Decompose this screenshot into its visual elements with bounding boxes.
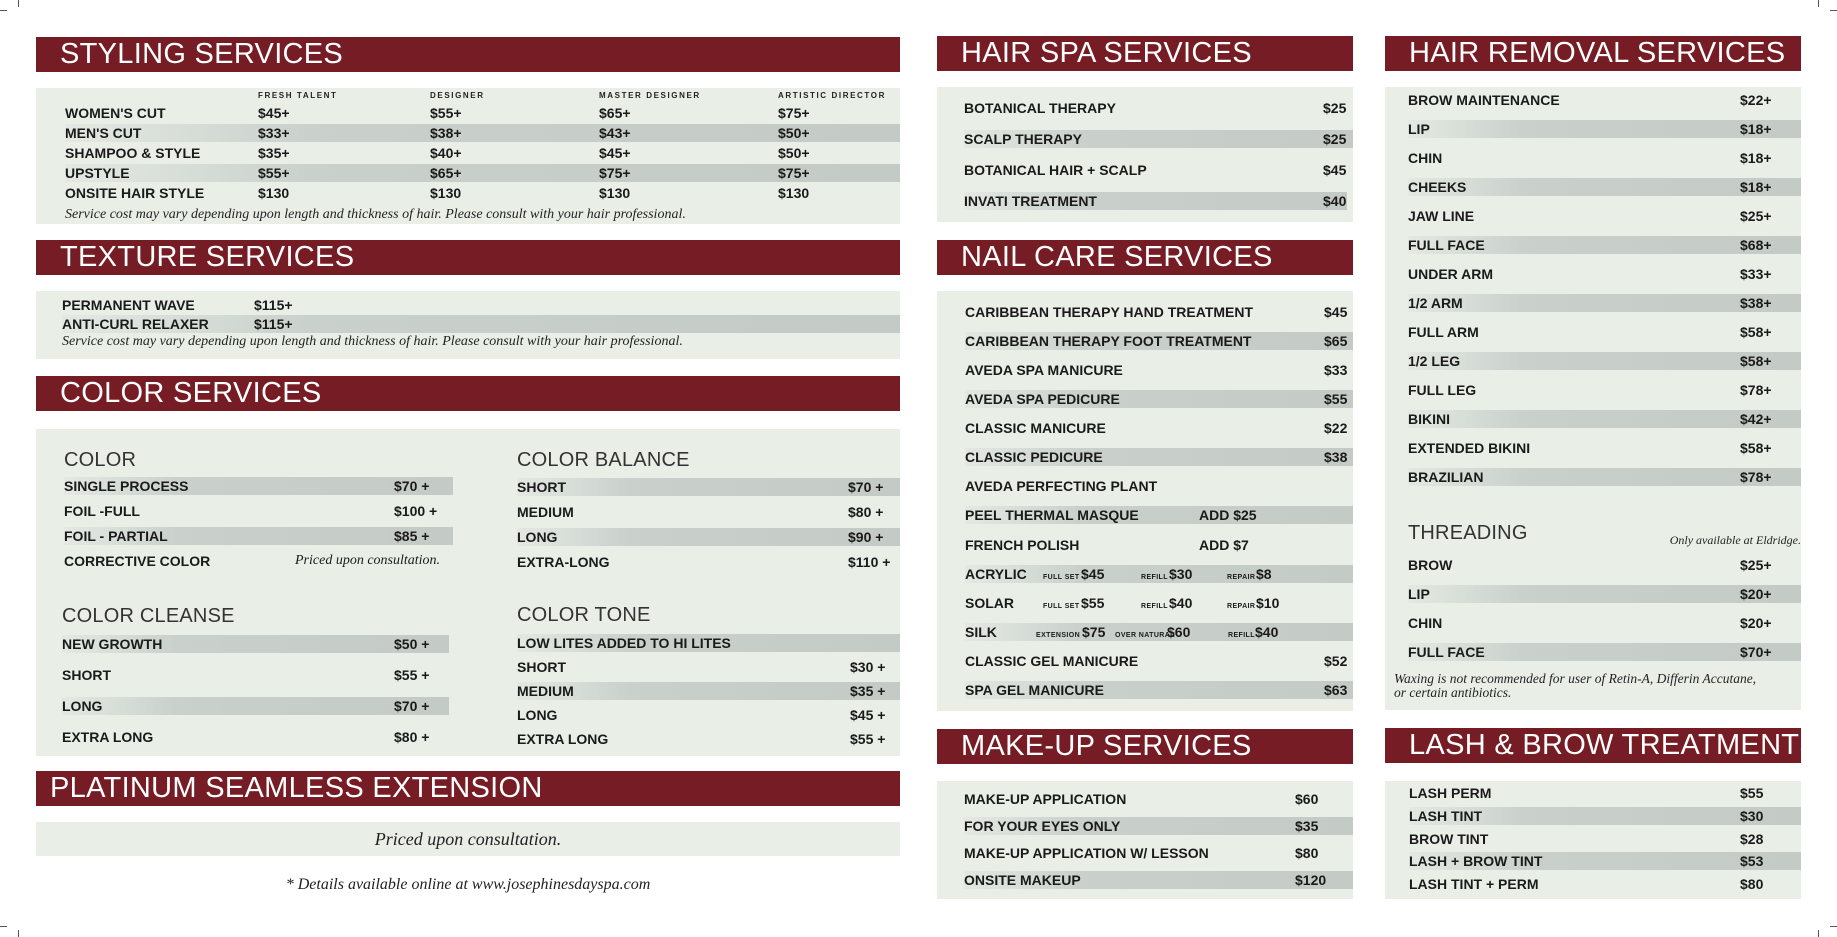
service-name: BROW MAINTENANCE	[1408, 92, 1560, 108]
hairremoval-row	[1408, 381, 1801, 399]
price: $78+	[1740, 382, 1772, 398]
price: $45+	[599, 145, 631, 161]
service-name: WOMEN'S CUT	[65, 105, 166, 121]
threading-row	[1408, 614, 1801, 632]
price: $120	[1295, 872, 1327, 888]
price: $52	[1324, 653, 1348, 669]
price: $45	[1081, 566, 1105, 582]
crop-mark	[0, 10, 7, 11]
price-label: REFILL	[1141, 574, 1168, 581]
price: $70 +	[394, 478, 430, 494]
color-balance-row	[517, 553, 900, 571]
price: $45 +	[850, 707, 886, 723]
service-name: BOTANICAL THERAPY	[964, 100, 1116, 116]
texture-row	[62, 315, 900, 333]
color-row	[64, 502, 453, 520]
service-name: SHAMPOO & STYLE	[65, 145, 201, 161]
styling-row	[65, 164, 900, 182]
service-name: FULL FACE	[1408, 644, 1485, 660]
styling-panel	[36, 88, 900, 224]
lash-row	[1409, 875, 1801, 893]
makeup-header: MAKE-UP SERVICES	[937, 729, 1353, 764]
price: $115+	[254, 297, 293, 313]
makeup-row	[964, 844, 1353, 862]
color-cleanse-row	[62, 728, 449, 746]
price: $50 +	[394, 636, 430, 652]
nail-row	[965, 303, 1353, 321]
hairremoval-panel	[1385, 87, 1801, 710]
color-tone-row	[517, 730, 900, 748]
price: $20+	[1740, 615, 1772, 631]
price: $65+	[430, 165, 462, 181]
service-name: CLASSIC MANICURE	[965, 420, 1106, 436]
color-cleanse-subheader: COLOR CLEANSE	[62, 605, 235, 627]
texture-header: TEXTURE SERVICES	[36, 240, 900, 275]
price-label: REFILL	[1141, 603, 1168, 610]
color-tone-row	[517, 706, 900, 724]
price-label: FULL SET	[1043, 574, 1080, 581]
makeup-row	[964, 817, 1353, 835]
nail-row	[965, 361, 1353, 379]
price: $25	[1323, 131, 1347, 147]
color-balance-row	[517, 528, 900, 546]
price: $53	[1740, 853, 1764, 869]
service-name: CARIBBEAN THERAPY HAND TREATMENT	[965, 304, 1254, 320]
hairremoval-row	[1408, 352, 1801, 370]
color-tone-row	[517, 682, 900, 700]
crop-mark	[18, 0, 19, 7]
service-name: CHEEKS	[1408, 179, 1467, 195]
service-name: SHORT	[517, 479, 566, 495]
footer-details: * Details available online at www.josephinesdayspa.com	[285, 876, 651, 893]
texture-note: Service cost may vary depending upon length and thickness of hair. Please consult with your hair professional.	[62, 334, 683, 349]
price: $30	[1169, 566, 1193, 582]
price: $75+	[599, 165, 631, 181]
threading-row	[1408, 556, 1801, 574]
service-name: UNDER ARM	[1408, 266, 1494, 282]
color-cleanse-row	[62, 635, 449, 653]
threading-subheader: THREADING	[1408, 522, 1528, 544]
service-name: LASH PERM	[1409, 785, 1492, 801]
service-name: AVEDA SPA MANICURE	[965, 362, 1123, 378]
styling-row	[65, 144, 900, 162]
price: $60	[1295, 791, 1319, 807]
service-name: CORRECTIVE COLOR	[64, 553, 211, 569]
price: $22+	[1740, 92, 1772, 108]
price: $85 +	[394, 528, 430, 544]
price: ADD $7	[1199, 537, 1249, 553]
price: $80 +	[848, 504, 884, 520]
price: $75+	[778, 105, 810, 121]
price-label: REPAIR	[1227, 574, 1256, 581]
price: $25+	[1740, 208, 1772, 224]
price: $55	[1081, 595, 1105, 611]
service-name: CHIN	[1408, 615, 1443, 631]
hairremoval-row	[1408, 178, 1801, 196]
price: $42+	[1740, 411, 1772, 427]
service-name: ANTI-CURL RELAXER	[62, 316, 209, 332]
price: $75	[1082, 624, 1106, 640]
service-name: LIP	[1408, 586, 1430, 602]
tier-artistic-director: ARTISTIC DIRECTOR	[778, 91, 886, 100]
price: $55	[1324, 391, 1348, 407]
hairremoval-row	[1408, 439, 1801, 457]
service-name: SPA GEL MANICURE	[965, 682, 1104, 698]
lash-row	[1409, 807, 1801, 825]
crop-mark	[1818, 0, 1819, 7]
makeup-row	[964, 790, 1353, 808]
price: $90 +	[848, 529, 884, 545]
service-name: FOR YOUR EYES ONLY	[964, 818, 1121, 834]
color-row	[64, 552, 453, 570]
service-name: LASH TINT	[1409, 808, 1483, 824]
service-name: LASH TINT + PERM	[1409, 876, 1539, 892]
hairremoval-row	[1408, 236, 1801, 254]
price: $58+	[1740, 440, 1772, 456]
nail-row	[965, 506, 1353, 524]
price: $55	[1740, 785, 1764, 801]
price: $130	[430, 185, 462, 201]
nail-multi-row	[965, 565, 1353, 583]
crop-mark	[1818, 930, 1819, 937]
service-name: EXTRA-LONG	[517, 554, 610, 570]
price: $43+	[599, 125, 631, 141]
price-label: OVER NATURAL	[1115, 632, 1175, 639]
service-name: AVEDA SPA PEDICURE	[965, 391, 1120, 407]
service-name: SILK	[965, 624, 997, 640]
hairremoval-row	[1408, 120, 1801, 138]
price: $38	[1324, 449, 1348, 465]
price: $40	[1323, 193, 1347, 209]
price: $38+	[430, 125, 462, 141]
service-name: SCALP THERAPY	[964, 131, 1082, 147]
platinum-panel	[36, 822, 900, 856]
service-name: PEEL THERMAL MASQUE	[965, 507, 1139, 523]
service-name: JAW LINE	[1408, 208, 1475, 224]
waxing-warning-line1: Waxing is not recommended for user of Retin-A, Differin Accutane,	[1394, 671, 1757, 686]
price: $18+	[1740, 179, 1772, 195]
nail-row	[965, 448, 1353, 466]
color-tone-subheader: COLOR TONE	[517, 604, 651, 626]
price: $33+	[258, 125, 290, 141]
service-name: 1/2 LEG	[1408, 353, 1461, 369]
styling-row	[65, 184, 900, 202]
price: $130	[599, 185, 631, 201]
service-name: FOIL -FULL	[64, 503, 140, 519]
nail-row	[965, 652, 1353, 670]
service-name: CLASSIC PEDICURE	[965, 449, 1103, 465]
price: $50+	[778, 145, 810, 161]
hairremoval-row	[1408, 410, 1801, 428]
hairremoval-row	[1408, 468, 1801, 486]
service-name: MAKE-UP APPLICATION W/ LESSON	[964, 845, 1209, 861]
price: $40	[1169, 595, 1193, 611]
color-balance-subheader: COLOR BALANCE	[517, 449, 690, 471]
price: $110 +	[848, 554, 891, 570]
price: $80	[1295, 845, 1319, 861]
price: $68+	[1740, 237, 1772, 253]
service-name: FOIL - PARTIAL	[64, 528, 168, 544]
threading-row	[1408, 643, 1801, 661]
nail-row	[965, 332, 1353, 350]
price: $8	[1256, 566, 1272, 582]
color-balance-row	[517, 478, 900, 496]
price: $30 +	[850, 659, 886, 675]
price: $115+	[254, 316, 293, 332]
price-label: EXTENSION	[1036, 632, 1081, 639]
price: $58+	[1740, 353, 1772, 369]
color-panel	[36, 429, 900, 756]
service-name: LONG	[517, 529, 558, 545]
price: $40	[1255, 624, 1279, 640]
price: $55 +	[394, 667, 430, 683]
price: $58+	[1740, 324, 1772, 340]
hairspa-row	[964, 192, 1347, 210]
color-cleanse-row	[62, 697, 449, 715]
service-name: MEDIUM	[517, 504, 574, 520]
price: $25+	[1740, 557, 1772, 573]
price: $55+	[258, 165, 290, 181]
service-name: BROW	[1408, 557, 1453, 573]
price: $70 +	[848, 479, 884, 495]
price: $80	[1740, 876, 1764, 892]
price: $100 +	[394, 503, 438, 519]
service-name: BIKINI	[1408, 411, 1450, 427]
price: $70 +	[394, 698, 430, 714]
price: ADD $25	[1199, 507, 1257, 523]
threading-row	[1408, 585, 1801, 603]
hairremoval-row	[1408, 294, 1801, 312]
makeup-row	[964, 871, 1353, 889]
service-name: FRENCH POLISH	[965, 537, 1080, 553]
price-label: FULL SET	[1043, 603, 1080, 610]
price: $80 +	[394, 729, 430, 745]
service-name: SHORT	[517, 659, 566, 675]
hairremoval-row	[1408, 207, 1801, 225]
lash-header: LASH & BROW TREATMENTS	[1385, 728, 1801, 763]
price: $25	[1323, 100, 1347, 116]
hairremoval-row	[1408, 149, 1801, 167]
nail-header: NAIL CARE SERVICES	[937, 240, 1353, 275]
lash-row	[1409, 784, 1801, 802]
price: $45	[1324, 304, 1348, 320]
service-name: SOLAR	[965, 595, 1014, 611]
price: $18+	[1740, 121, 1772, 137]
color-tone-row	[517, 634, 900, 652]
service-name: ONSITE HAIR STYLE	[65, 185, 205, 201]
service-name: MEN'S CUT	[65, 125, 142, 141]
price: $40+	[430, 145, 462, 161]
service-name: UPSTYLE	[65, 165, 130, 181]
service-name: CLASSIC GEL MANICURE	[965, 653, 1139, 669]
price: $65+	[599, 105, 631, 121]
service-name: BROW TINT	[1409, 831, 1489, 847]
service-name: BOTANICAL HAIR + SCALP	[964, 162, 1147, 178]
service-name: LIP	[1408, 121, 1430, 137]
service-name: PERMANENT WAVE	[62, 297, 195, 313]
service-name: NEW GROWTH	[62, 636, 163, 652]
nail-row	[965, 390, 1353, 408]
service-name: LOW LITES ADDED TO HI LITES	[517, 635, 731, 651]
service-name: AVEDA PERFECTING PLANT	[965, 478, 1158, 494]
price: $30	[1740, 808, 1764, 824]
nail-multi-row	[965, 623, 1353, 641]
hairspa-row	[964, 99, 1349, 117]
service-name: LONG	[517, 707, 558, 723]
crop-mark	[1830, 10, 1837, 11]
tier-master-designer: MASTER DESIGNER	[599, 91, 701, 100]
styling-header: STYLING SERVICES	[36, 37, 900, 72]
nail-row	[965, 477, 1353, 495]
service-name: CARIBBEAN THERAPY FOOT TREATMENT	[965, 333, 1252, 349]
hairspa-header: HAIR SPA SERVICES	[937, 36, 1353, 71]
price: $18+	[1740, 150, 1772, 166]
color-row	[64, 477, 453, 495]
lash-row	[1409, 830, 1801, 848]
price: $55+	[430, 105, 462, 121]
crop-mark	[0, 926, 7, 927]
price: $130	[778, 185, 810, 201]
texture-panel	[36, 291, 900, 359]
nail-panel	[937, 291, 1353, 711]
price: $28	[1740, 831, 1764, 847]
price: $70+	[1740, 644, 1772, 660]
platinum-header: PLATINUM SEAMLESS EXTENSION	[36, 771, 900, 806]
threading-note: Only available at Eldridge.	[1669, 533, 1801, 547]
hairremoval-row	[1408, 91, 1801, 109]
hairspa-row	[964, 161, 1349, 179]
price: $63	[1324, 682, 1348, 698]
service-name: CHIN	[1408, 150, 1443, 166]
color-balance-row	[517, 503, 900, 521]
price: $38+	[1740, 295, 1772, 311]
price: Priced upon consultation.	[295, 553, 441, 568]
price: $65	[1324, 333, 1348, 349]
service-name: MAKE-UP APPLICATION	[964, 791, 1127, 807]
service-name: 1/2 ARM	[1408, 295, 1463, 311]
price: $10	[1256, 595, 1280, 611]
service-name: EXTENDED BIKINI	[1408, 440, 1531, 456]
nail-row	[965, 419, 1353, 437]
tier-designer: DESIGNER	[430, 91, 485, 100]
hairspa-row	[964, 130, 1353, 148]
service-name: EXTRA LONG	[517, 731, 609, 747]
service-name: LASH + BROW TINT	[1409, 853, 1543, 869]
price-label: REFILL	[1228, 632, 1255, 639]
styling-note: Service cost may vary depending upon length and thickness of hair. Please consult with your hair professional.	[65, 207, 686, 222]
price: $22	[1324, 420, 1348, 436]
price-label: REPAIR	[1227, 603, 1256, 610]
price: $20+	[1740, 586, 1772, 602]
platinum-note: Priced upon consultation.	[374, 829, 562, 849]
color-cleanse-row	[62, 666, 449, 684]
color-header: COLOR SERVICES	[36, 376, 900, 411]
price: $78+	[1740, 469, 1772, 485]
service-name: BRAZILIAN	[1408, 469, 1484, 485]
service-name: ONSITE MAKEUP	[964, 872, 1081, 888]
color-row	[64, 527, 453, 545]
makeup-panel	[937, 781, 1353, 899]
price: $50+	[778, 125, 810, 141]
price: $55 +	[850, 731, 886, 747]
crop-mark	[1830, 926, 1837, 927]
price: $35 +	[850, 683, 886, 699]
service-name: INVATI TREATMENT	[964, 193, 1097, 209]
service-name: FULL ARM	[1408, 324, 1479, 340]
service-name: ACRYLIC	[965, 566, 1027, 582]
nail-row	[965, 536, 1353, 554]
service-name: SINGLE PROCESS	[64, 478, 189, 494]
price: $75+	[778, 165, 810, 181]
color-subheader: COLOR	[64, 449, 137, 471]
hairspa-panel	[937, 87, 1353, 222]
service-name: EXTRA LONG	[62, 729, 154, 745]
styling-row	[65, 124, 900, 142]
service-name: FULL FACE	[1408, 237, 1485, 253]
nail-multi-row	[965, 594, 1353, 612]
tier-fresh-talent: FRESH TALENT	[258, 91, 338, 100]
color-tone-row	[517, 658, 900, 676]
hairremoval-header: HAIR REMOVAL SERVICES	[1385, 36, 1801, 71]
service-name: SHORT	[62, 667, 111, 683]
price: $35+	[258, 145, 290, 161]
price: $45	[1323, 162, 1347, 178]
nail-row	[965, 681, 1353, 699]
service-name: MEDIUM	[517, 683, 574, 699]
price: $33+	[1740, 266, 1772, 282]
price: $33	[1324, 362, 1348, 378]
lash-panel	[1385, 781, 1801, 899]
price: $35	[1295, 818, 1319, 834]
service-name: FULL LEG	[1408, 382, 1477, 398]
price: $60	[1167, 624, 1191, 640]
texture-row	[62, 296, 900, 314]
price: $130	[258, 185, 290, 201]
waxing-warning-line2: or certain antibiotics.	[1394, 685, 1512, 700]
crop-mark	[18, 930, 19, 937]
hairremoval-row	[1408, 323, 1801, 341]
lash-row	[1409, 852, 1801, 870]
service-name: LONG	[62, 698, 103, 714]
styling-row	[65, 104, 900, 122]
hairremoval-row	[1408, 265, 1801, 283]
price: $45+	[258, 105, 290, 121]
